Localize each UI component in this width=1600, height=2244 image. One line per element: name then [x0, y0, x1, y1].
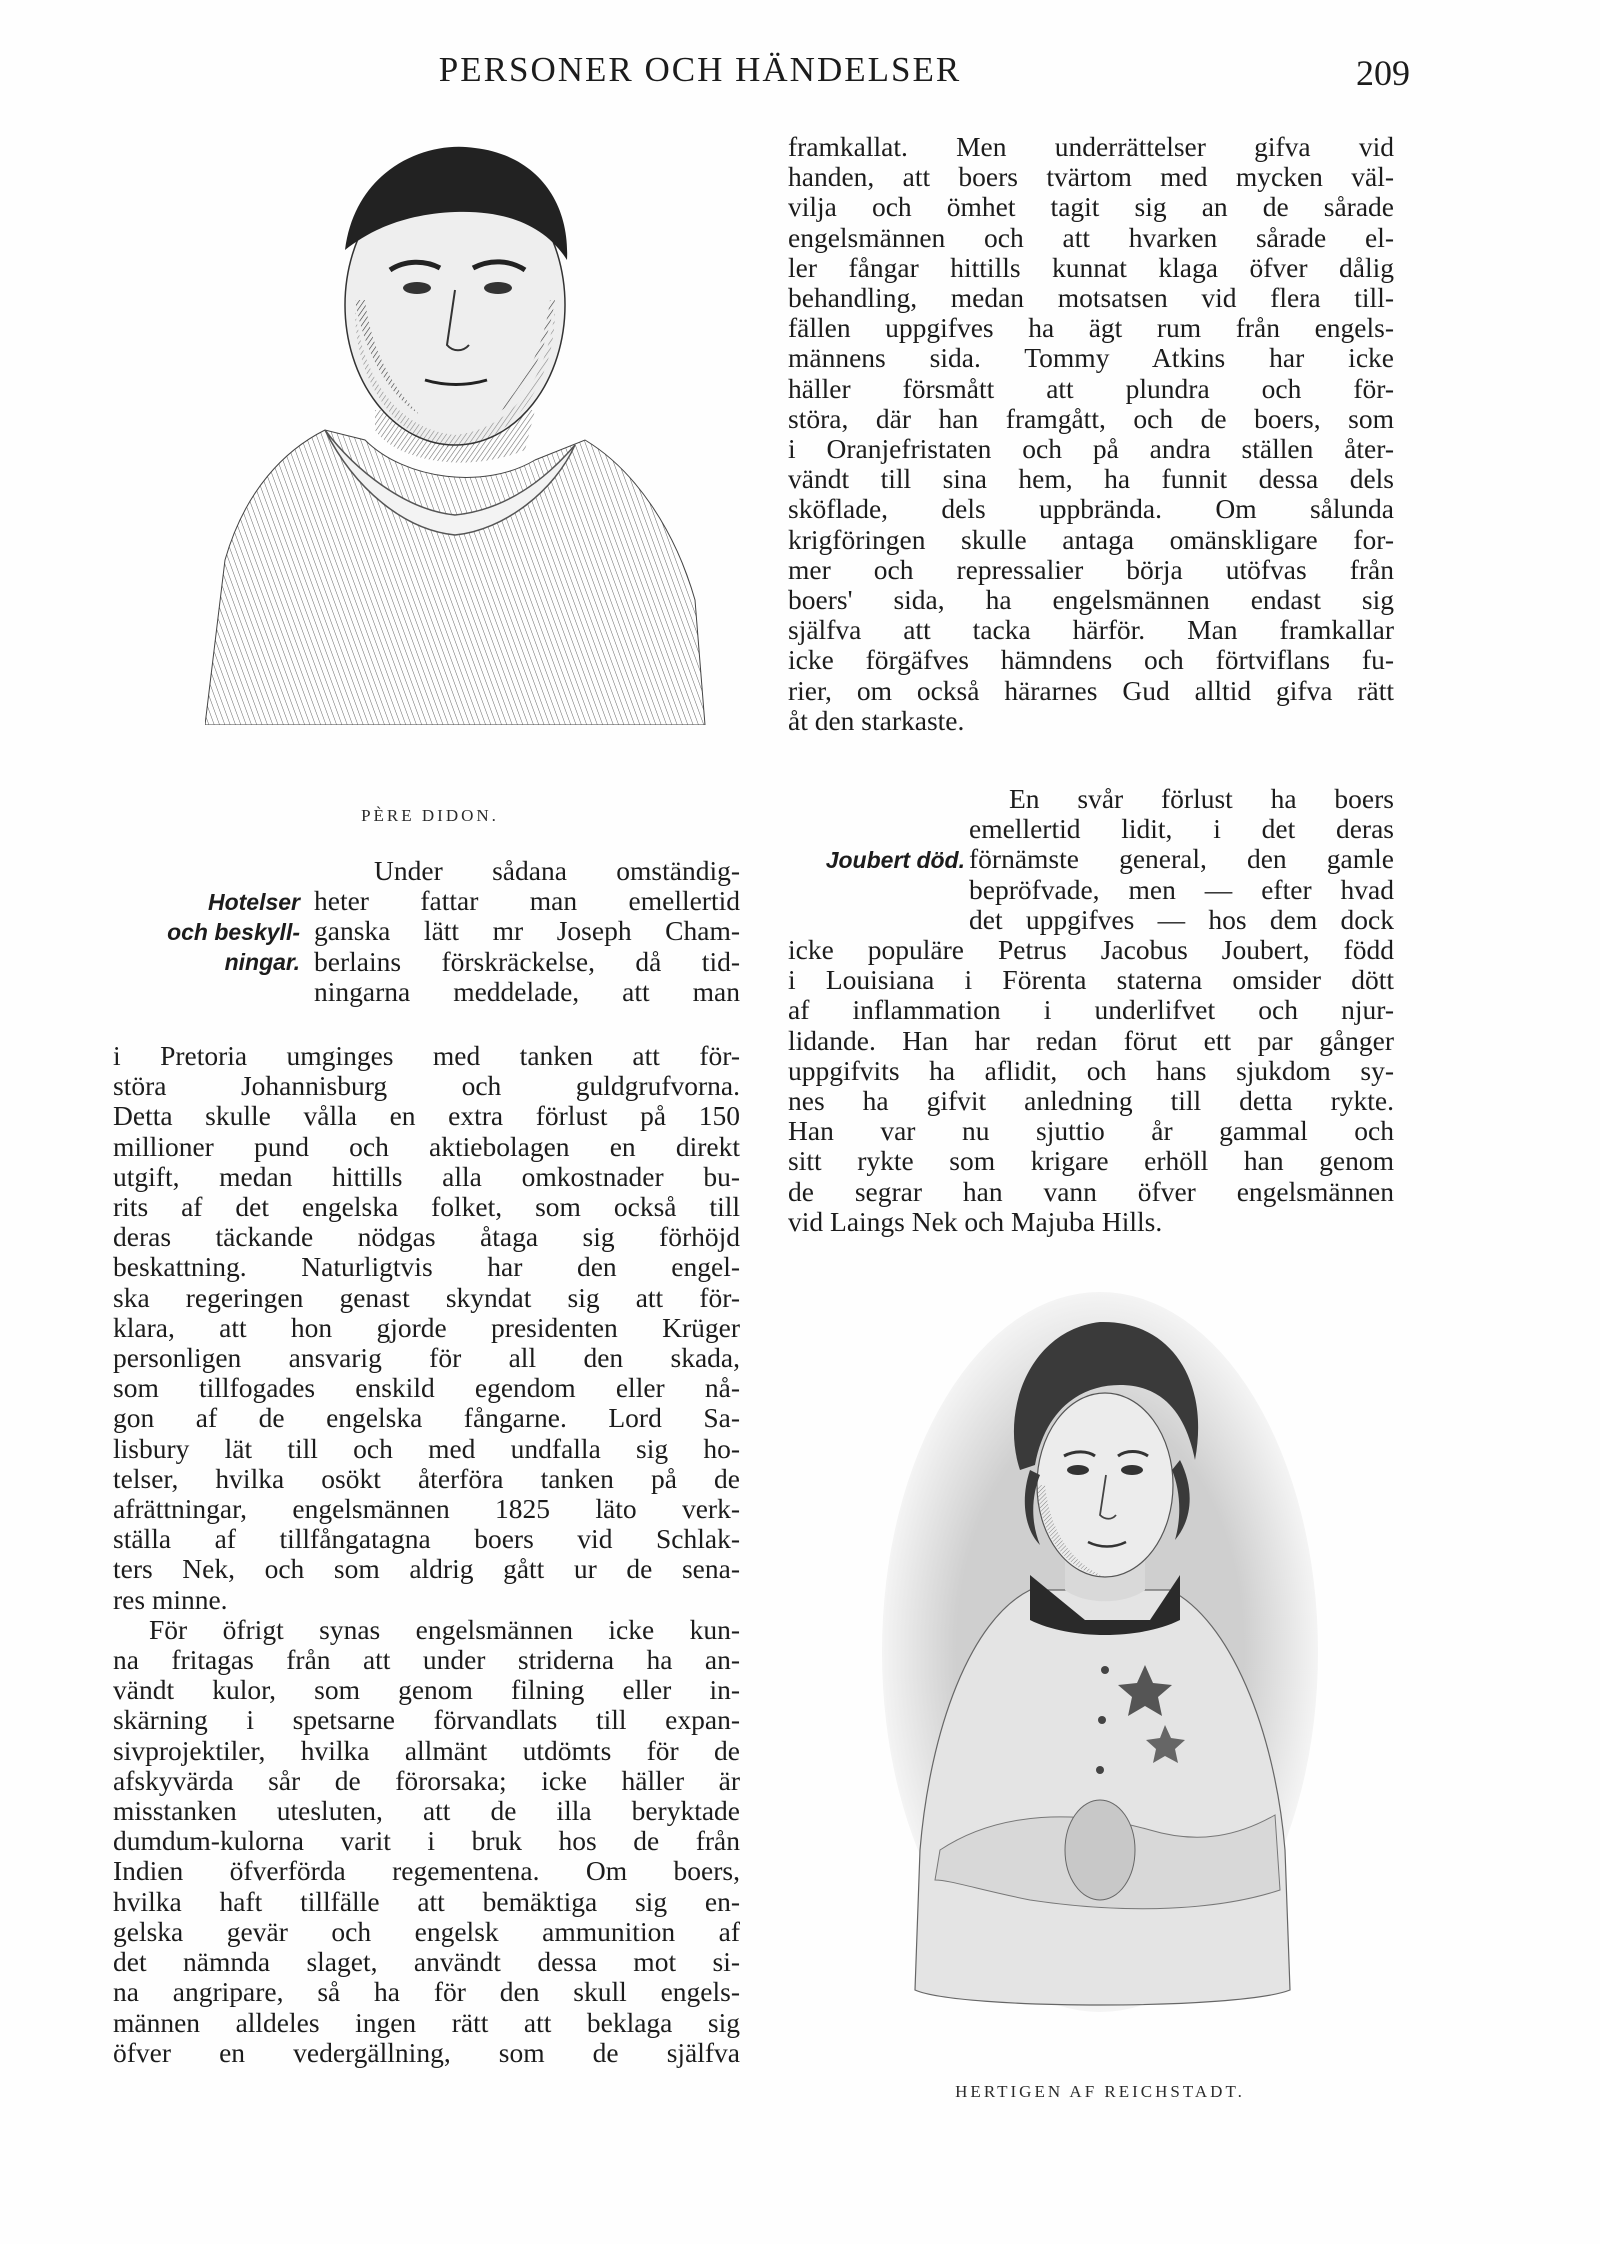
text-line: framkallat. Men underrättelser gifva vid	[788, 132, 1394, 162]
text-line: icke förgäfves hämndens och förtviflans fu-	[788, 645, 1394, 676]
text-line: utgift, medan hittills alla omkostnader bu-	[113, 1161, 740, 1192]
text-line: Han var nu sjuttio år gammal och	[788, 1116, 1394, 1147]
sidenote-line: Hotelser	[207, 889, 300, 915]
sidenote-joubert: Joubert död.	[825, 847, 965, 873]
text-line: öfver en vedergällning, som de själfva	[113, 2037, 740, 2068]
right-column-bottom	[788, 935, 1394, 1237]
text-line: männen alldeles ingen rätt att beklaga sig	[113, 2007, 740, 2038]
text-line: Detta skulle vålla en extra förlust på 150	[113, 1101, 740, 1132]
text-line: gelska gevär och engelsk ammunition af	[113, 1916, 740, 1947]
text-line: lidande. Han har redan förut ett par gånger	[788, 1025, 1394, 1056]
text-line: engelsmännen och att hvarken sårade el-	[788, 222, 1394, 253]
right-column-top	[788, 132, 1394, 736]
text-line: ganska lätt mr Joseph Cham-	[314, 916, 740, 947]
text-line: uppgifvits ha aflidit, och hans sjukdom sy-	[788, 1055, 1394, 1086]
text-line: ters Nek, och som aldrig gått ur de sena-	[113, 1554, 740, 1585]
left-column-intro	[314, 856, 740, 1007]
text-line: mer och repressalier börja utöfvas från	[788, 554, 1394, 585]
text-line: åt den starkaste.	[788, 705, 965, 736]
text-line: personligen ansvarig för all den skada,	[113, 1343, 740, 1374]
caption-pere-didon: PÈRE DIDON.	[361, 806, 499, 825]
text-line: störa, där han framgått, och de boers, som	[788, 403, 1394, 434]
text-line: som tillfogades enskild egendom eller nå-	[113, 1373, 740, 1404]
text-line: klara, att hon gjorde presidenten Krüger	[113, 1312, 740, 1343]
text-line: störa Johannisburg och guldgrufvorna.	[113, 1071, 740, 1102]
running-header: PERSONER OCH HÄNDELSER	[438, 50, 962, 89]
text-line: För öfrigt synas engelsmännen icke kun-	[149, 1614, 740, 1645]
text-line: handen, att boers tvärtom med mycken väl-	[788, 162, 1394, 193]
text-line: deras täckande nödgas åtaga sig förhöjd	[113, 1222, 740, 1253]
text-line: behandling, medan motsatsen vid flera till-	[788, 283, 1394, 314]
right-column-joubert-intro	[969, 784, 1394, 935]
text-line: na angripare, så ha för den skull engels-	[113, 1977, 740, 2008]
text-line: dumdum-kulorna varit i bruk hos de från	[113, 1826, 740, 1857]
text-line: nes ha gifvit anledning till detta rykte.	[788, 1086, 1394, 1117]
sidenote-line: och beskyll-	[167, 919, 300, 945]
text-line: det uppgifves — hos dem dock	[969, 904, 1394, 935]
text-line: res minne.	[113, 1584, 228, 1615]
text-line: gon af de engelska fångarne. Lord Sa-	[113, 1403, 740, 1434]
text-line: häller försmått att plundra och för-	[788, 373, 1394, 404]
text-line: Under sådana omständig-	[374, 856, 740, 886]
text-line: förnämste general, den gamle	[969, 844, 1394, 875]
text-line: heter fattar man emellertid	[314, 886, 740, 917]
text-line: i Oranjefristaten och på andra ställen åter-	[788, 434, 1394, 465]
text-line: na fritagas från att under striderna ha an-	[113, 1645, 740, 1676]
text-line: millioner pund och aktiebolagen en direkt	[113, 1131, 740, 1162]
text-line: af inflammation i underlifvet och njur-	[788, 995, 1394, 1026]
text-line: misstanken utesluten, att de illa beryktade	[113, 1796, 740, 1827]
page-number: 209	[1356, 53, 1410, 93]
text-line: En svår förlust ha boers	[1009, 784, 1394, 814]
text-line: telser, hvilka osökt återföra tanken på de	[113, 1463, 740, 1494]
text-line: beskattning. Naturligtvis har den engel-	[113, 1252, 740, 1283]
text-line: emellertid lidit, i det deras	[969, 814, 1394, 845]
text-line: vändt till sina hem, ha funnit dessa dels	[788, 464, 1394, 495]
text-line: ler fångar hittills kunnat klaga öfver dålig	[788, 252, 1394, 283]
text-line: själfva att tacka härför. Man framkallar	[788, 615, 1394, 646]
text-line: rier, om också härarnes Gud alltid gifva rätt	[788, 675, 1394, 706]
portrait-hertigen-af-reichstadt	[880, 1290, 1320, 2015]
text-line: vändt kulor, som genom filning eller in-	[113, 1675, 740, 1706]
text-line: ställa af tillfångatagna boers vid Schlak-	[113, 1524, 740, 1555]
left-column-body	[113, 1041, 740, 2068]
text-line: lisbury lät till och med undfalla sig ho-	[113, 1433, 740, 1464]
text-line: männens sida. Tommy Atkins har icke	[788, 343, 1394, 374]
text-line: sitt rykte som krigare erhöll han genom	[788, 1146, 1394, 1177]
text-line: krigföringen skulle antaga omänskligare for-	[788, 524, 1394, 555]
text-line: fällen uppgifves ha ägt rum från engels-	[788, 313, 1394, 344]
caption-hertigen-af-reichstadt: HERTIGEN AF REICHSTADT.	[955, 2082, 1245, 2101]
text-line: vilja och ömhet tagit sig an de sårade	[788, 192, 1394, 223]
text-line: boers' sida, ha engelsmännen endast sig	[788, 585, 1394, 616]
text-line: ska regeringen genast skyndat sig att för-	[113, 1282, 740, 1313]
sidenote-hotelser	[100, 887, 300, 977]
text-line: sköflade, dels uppbrända. Om sålunda	[788, 494, 1394, 525]
text-line: afskyvärda sår de förorsaka; icke häller är	[113, 1765, 740, 1796]
text-line: hvilka haft tillfälle att bemäktiga sig en-	[113, 1886, 740, 1917]
text-line: rits af det engelska folket, som också till	[113, 1192, 740, 1223]
text-line: vid Laings Nek och Majuba Hills.	[788, 1206, 1163, 1237]
text-line: de segrar han vann öfver engelsmännen	[788, 1176, 1394, 1207]
text-line: i Pretoria umginges med tanken att för-	[113, 1041, 740, 1071]
text-line: afrättningar, engelsmännen 1825 läto verk-	[113, 1494, 740, 1525]
text-line: i Louisiana i Förenta staterna omsider dött	[788, 965, 1394, 996]
text-line: ningarna meddelade, att man	[314, 976, 740, 1007]
sidenote-line: ningar.	[224, 949, 300, 975]
text-line: berlains förskräckelse, då tid-	[314, 946, 740, 977]
text-line: bepröfvade, men — efter hvad	[969, 874, 1394, 905]
portrait-pere-didon	[205, 130, 710, 725]
text-line: det nämnda slaget, användt dessa mot si-	[113, 1947, 740, 1978]
text-line: icke populäre Petrus Jacobus Joubert, född	[788, 935, 1394, 965]
text-line: sivprojektiler, hvilka allmänt utdömts för de	[113, 1735, 740, 1766]
text-line: skärning i spetsarne förvandlats till expan-	[113, 1705, 740, 1736]
text-line: Indien öfverförda regementena. Om boers,	[113, 1856, 740, 1887]
